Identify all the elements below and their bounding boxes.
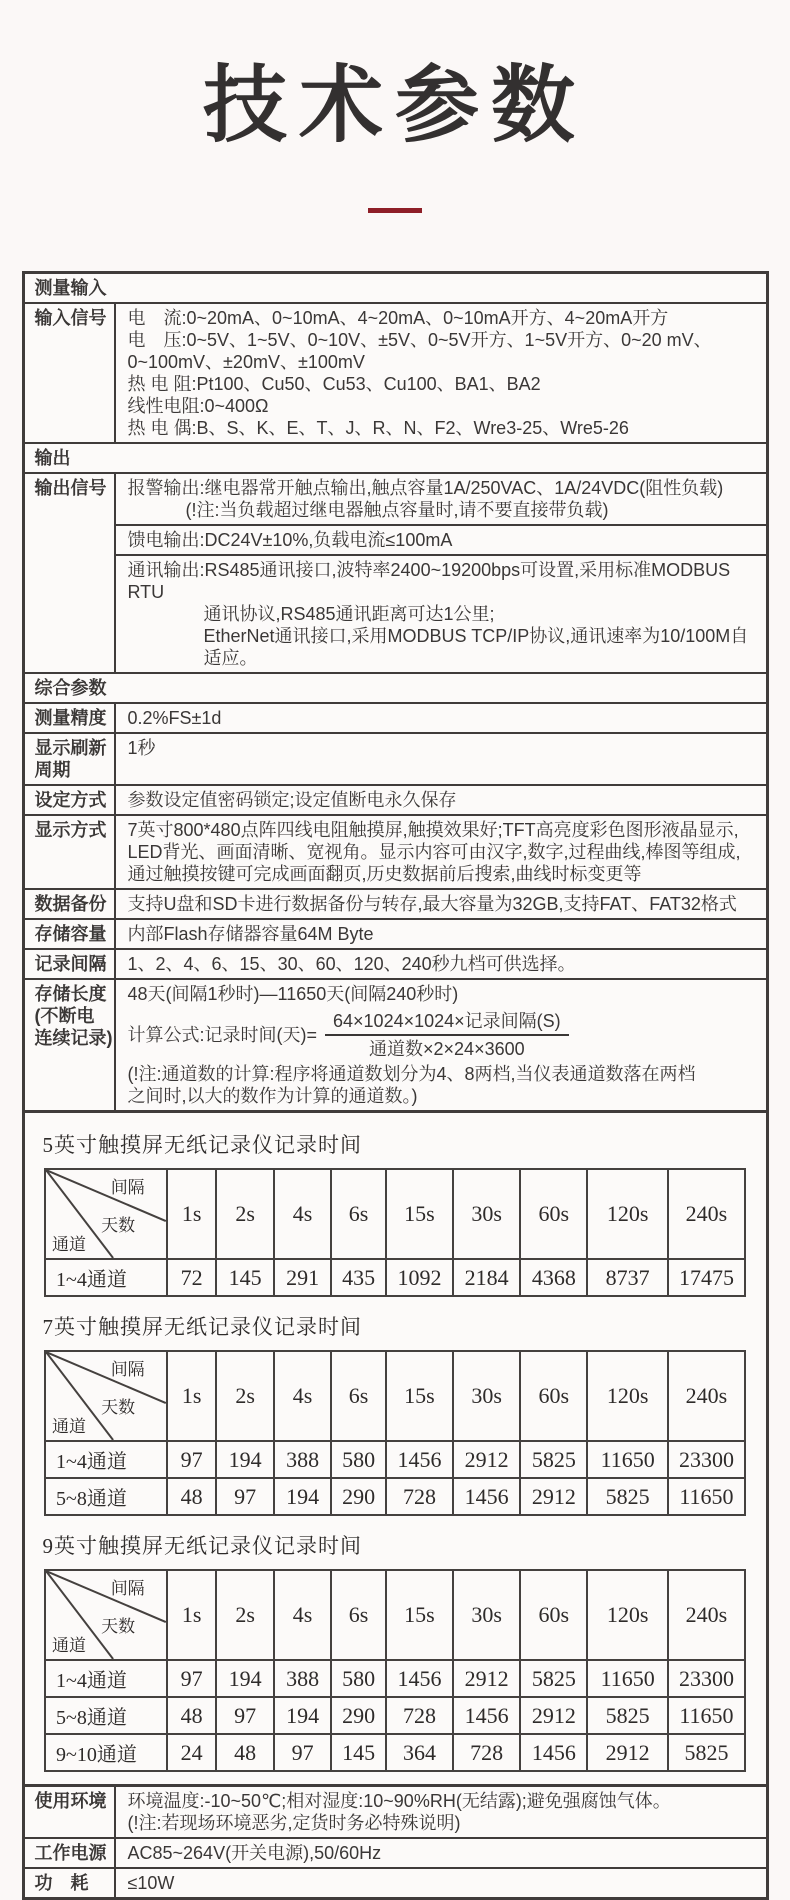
- refresh-label-line1: 显示刷新: [34, 738, 107, 758]
- spec-value-input-signal: [116, 304, 766, 442]
- days-cell: 2912: [587, 1734, 668, 1771]
- input-signal-voltage-2: 0~100mV、±20mV、±100mV: [127, 352, 365, 372]
- formula-fraction: [325, 1010, 569, 1060]
- storage-length-note-line1: (!注:通道数的计算:程序将通道数划分为4、8两档,当仪表通道数落在两档: [127, 1064, 696, 1084]
- days-cell: 580: [331, 1441, 386, 1478]
- display-mode-line2: LED背光、画面清晰、宽视角。显示内容可由汉字,数字,过程曲线,棒图等组成,: [127, 842, 741, 862]
- days-cell: 11650: [668, 1697, 745, 1734]
- spec-value-refresh-period: 1秒: [127, 738, 156, 758]
- spec-value-setting-mode: 参数设定值密码锁定;设定值断电永久保存: [127, 790, 457, 810]
- section-header-output: 输出: [25, 442, 766, 472]
- corner-label-channel: 通道: [52, 1417, 86, 1436]
- input-signal-thermocouple: 热 电 偶:B、S、K、E、T、J、R、N、F2、Wre3-25、Wre5-26: [127, 418, 629, 438]
- days-cell: 194: [274, 1697, 331, 1734]
- days-cell: 8737: [587, 1259, 668, 1296]
- days-cell: 194: [216, 1441, 273, 1478]
- refresh-label-line2: 周期: [34, 760, 71, 780]
- spec-value-record-interval: 1、2、4、6、15、30、60、120、240秒九档可供选择。: [127, 954, 576, 974]
- days-cell: 1456: [453, 1697, 520, 1734]
- interval-header: 30s: [453, 1169, 520, 1259]
- corner-label-days: 天数: [101, 1398, 136, 1418]
- record-table-5inch-header: [45, 1169, 745, 1259]
- interval-header: 4s: [274, 1351, 331, 1441]
- days-cell: 388: [274, 1660, 331, 1697]
- input-signal-voltage-1: 电 压:0~5V、1~5V、0~10V、±5V、0~5V开方、1~5V开方、0~20 mV、: [127, 330, 712, 350]
- output-alarm-note: (!注:当负载超过继电器触点容量时,请不要直接带负载): [185, 500, 609, 520]
- days-cell: 5825: [587, 1697, 668, 1734]
- spec-value-power-supply: AC85~264V(开关电源),50/60Hz: [127, 1843, 382, 1863]
- days-cell: 2184: [453, 1259, 520, 1296]
- interval-header: 2s: [216, 1169, 273, 1259]
- section-header-measurement-input: 测量输入: [34, 278, 107, 298]
- interval-header: 2s: [216, 1351, 273, 1441]
- spec-label-record-interval: 记录间隔: [25, 950, 116, 978]
- spec-row-data-backup: [25, 888, 766, 918]
- spec-label-environment: 使用环境: [25, 1787, 116, 1837]
- days-cell: 23300: [668, 1441, 745, 1478]
- days-cell: 97: [274, 1734, 331, 1771]
- channel-row-label: 9~10通道: [45, 1734, 167, 1771]
- spec-label-data-backup: 数据备份: [25, 890, 116, 918]
- input-signal-current: 电 流:0~20mA、0~10mA、4~20mA、0~10mA开方、4~20mA开方: [127, 308, 669, 328]
- interval-header: 6s: [331, 1351, 386, 1441]
- title-underline-accent: [368, 208, 422, 213]
- days-cell: 5825: [587, 1478, 668, 1515]
- spec-row-input-signal: [25, 302, 766, 442]
- environment-note: (!注:若现场环境恶劣,定货时务必特殊说明): [127, 1813, 461, 1833]
- storage-length-label-line2: (不断电: [34, 1006, 95, 1026]
- output-alarm-line1: 报警输出:继电器常开触点输出,触点容量1A/250VAC、1A/24VDC(阻性负载): [127, 478, 724, 498]
- page-title: 技术参数: [202, 58, 587, 152]
- spec-label-input-signal: 输入信号: [25, 304, 116, 442]
- spec-label-power-supply: 工作电源: [25, 1839, 116, 1867]
- output-comm: [116, 554, 766, 672]
- spec-row-power-consumption: [25, 1867, 766, 1897]
- record-table-5inch: [44, 1168, 746, 1297]
- days-cell: 97: [216, 1478, 273, 1515]
- days-cell: 728: [386, 1478, 453, 1515]
- display-mode-line3: 通过触摸按键可完成画面翻页,历史数据前后搜索,曲线时标变更等: [127, 864, 642, 884]
- record-table-row: [45, 1734, 745, 1771]
- interval-header: 1s: [167, 1351, 217, 1441]
- diagonal-corner-cell: [45, 1169, 167, 1259]
- days-cell: 11650: [587, 1441, 668, 1478]
- days-cell: 435: [331, 1259, 386, 1296]
- spec-label-power-consumption: 功 耗: [25, 1869, 116, 1897]
- section-header-general-params: 综合参数: [25, 672, 766, 702]
- interval-header: 30s: [453, 1570, 520, 1660]
- record-table-title-7inch: 7英寸触摸屏无纸记录仪记录时间: [42, 1315, 362, 1339]
- days-cell: 24: [167, 1734, 217, 1771]
- storage-length-note-line2: 之间时,以大的数作为计算的通道数。): [127, 1086, 418, 1106]
- interval-header: 60s: [520, 1169, 587, 1259]
- environment-line1: 环境温度:-10~50℃;相对湿度:10~90%RH(无结露);避免强腐蚀气体。: [127, 1791, 671, 1811]
- days-cell: 2912: [453, 1660, 520, 1697]
- corner-label-days: 天数: [101, 1216, 136, 1236]
- channel-row-label: 1~4通道: [45, 1660, 167, 1697]
- interval-header: 240s: [668, 1169, 745, 1259]
- spec-row-refresh-period: [25, 732, 766, 784]
- interval-header: 60s: [520, 1570, 587, 1660]
- spec-value-environment: [116, 1787, 766, 1837]
- interval-header: 6s: [331, 1570, 386, 1660]
- days-cell: 290: [331, 1478, 386, 1515]
- spec-label-storage-capacity: 存储容量: [25, 920, 116, 948]
- days-cell: 5825: [520, 1660, 587, 1697]
- spec-document-box: [22, 271, 769, 1900]
- interval-header: 30s: [453, 1351, 520, 1441]
- spec-value-accuracy: 0.2%FS±1d: [127, 708, 222, 728]
- display-mode-line1: 7英寸800*480点阵四线电阻触摸屏,触摸效果好;TFT高亮度彩色图形液晶显示,: [127, 820, 739, 840]
- input-signal-rtd: 热 电 阻:Pt100、Cu50、Cu53、Cu100、BA1、BA2: [127, 374, 541, 394]
- days-cell: 580: [331, 1660, 386, 1697]
- days-cell: 48: [167, 1697, 217, 1734]
- input-signal-linear-resistance: 线性电阻:0~400Ω: [127, 396, 269, 416]
- spec-label-accuracy: 测量精度: [25, 704, 116, 732]
- formula-denominator: 通道数×2×24×3600: [369, 1039, 525, 1059]
- days-cell: 1456: [386, 1441, 453, 1478]
- spec-row-storage-length: [25, 978, 766, 1110]
- interval-header: 60s: [520, 1351, 587, 1441]
- days-cell: 97: [167, 1660, 217, 1697]
- diagonal-corner-cell: [45, 1351, 167, 1441]
- spec-value-data-backup: 支持U盘和SD卡进行数据备份与转存,最大容量为32GB,支持FAT、FAT32格式: [127, 894, 737, 914]
- spec-label-setting-mode: 设定方式: [25, 786, 116, 814]
- record-table-row: [45, 1441, 745, 1478]
- days-cell: 5825: [520, 1441, 587, 1478]
- interval-header: 2s: [216, 1570, 273, 1660]
- spec-label-display-mode: 显示方式: [25, 816, 116, 888]
- interval-header: 6s: [331, 1169, 386, 1259]
- record-table-title-5inch: 5英寸触摸屏无纸记录仪记录时间: [42, 1133, 362, 1157]
- storage-length-label-line1: 存储长度: [34, 984, 107, 1004]
- spec-row-power-supply: [25, 1837, 766, 1867]
- days-cell: 2912: [520, 1478, 587, 1515]
- days-cell: 4368: [520, 1259, 587, 1296]
- interval-header: 15s: [386, 1351, 453, 1441]
- corner-label-channel: 通道: [52, 1235, 86, 1254]
- record-table-title-9inch: 9英寸触摸屏无纸记录仪记录时间: [42, 1534, 362, 1558]
- spec-row-output-signal: [25, 472, 766, 672]
- spec-row-accuracy: [25, 702, 766, 732]
- interval-header: 120s: [587, 1570, 668, 1660]
- record-table-9inch: [44, 1569, 746, 1772]
- storage-length-range: 48天(间隔1秒时)—11650天(间隔240秒时): [127, 984, 459, 1004]
- record-table-row: [45, 1697, 745, 1734]
- days-cell: 194: [216, 1660, 273, 1697]
- corner-label-days: 天数: [101, 1617, 136, 1637]
- spec-row-record-interval: [25, 948, 766, 978]
- storage-length-label-line3: 连续记录): [34, 1028, 113, 1048]
- output-comm-line3: EtherNet通讯接口,采用MODBUS TCP/IP协议,通讯速率为10/100M自适应。: [203, 626, 749, 668]
- days-cell: 291: [274, 1259, 331, 1296]
- interval-header: 120s: [587, 1169, 668, 1259]
- spec-label-storage-length: [25, 980, 116, 1110]
- record-table-7inch: [44, 1350, 746, 1516]
- days-cell: 1092: [386, 1259, 453, 1296]
- interval-header: 240s: [668, 1351, 745, 1441]
- spec-row-storage-capacity: [25, 918, 766, 948]
- channel-row-label: 5~8通道: [45, 1697, 167, 1734]
- interval-header: 4s: [274, 1169, 331, 1259]
- days-cell: 5825: [668, 1734, 745, 1771]
- days-cell: 728: [453, 1734, 520, 1771]
- corner-label-interval: 间隔: [110, 1360, 145, 1379]
- days-cell: 2912: [520, 1697, 587, 1734]
- days-cell: 11650: [587, 1660, 668, 1697]
- storage-length-formula: [128, 1010, 760, 1060]
- record-table-row: [45, 1660, 745, 1697]
- interval-header: 1s: [167, 1570, 217, 1660]
- days-cell: 388: [274, 1441, 331, 1478]
- output-feed: 馈电输出:DC24V±10%,负载电流≤100mA: [116, 524, 766, 554]
- record-table-row: [45, 1259, 745, 1296]
- spec-value-display-mode: [116, 816, 766, 888]
- spec-row-display-mode: [25, 814, 766, 888]
- days-cell: 145: [331, 1734, 386, 1771]
- spec-row-setting-mode: [25, 784, 766, 814]
- days-cell: 2912: [453, 1441, 520, 1478]
- formula-numerator: 64×1024×1024×记录间隔(S): [325, 1010, 569, 1036]
- spec-row-environment: [25, 1784, 766, 1837]
- days-cell: 290: [331, 1697, 386, 1734]
- days-cell: 1456: [520, 1734, 587, 1771]
- interval-header: 240s: [668, 1570, 745, 1660]
- spec-value-output-signal: [116, 474, 766, 672]
- interval-header: 15s: [386, 1570, 453, 1660]
- interval-header: 15s: [386, 1169, 453, 1259]
- spec-label-output-signal: 输出信号: [25, 474, 116, 672]
- channel-row-label: 1~4通道: [45, 1441, 167, 1478]
- days-cell: 48: [216, 1734, 273, 1771]
- days-cell: 48: [167, 1478, 217, 1515]
- days-cell: 364: [386, 1734, 453, 1771]
- output-comm-line2: 通讯协议,RS485通讯距离可达1公里;: [203, 604, 495, 624]
- output-alarm: [116, 474, 766, 524]
- days-cell: 11650: [668, 1478, 745, 1515]
- days-cell: 23300: [668, 1660, 745, 1697]
- corner-label-interval: 间隔: [110, 1178, 145, 1197]
- spec-value-storage-capacity: 内部Flash存储器容量64M Byte: [127, 924, 374, 944]
- days-cell: 728: [386, 1697, 453, 1734]
- corner-label-interval: 间隔: [110, 1579, 145, 1598]
- interval-header: 1s: [167, 1169, 217, 1259]
- days-cell: 145: [216, 1259, 273, 1296]
- channel-row-label: 1~4通道: [45, 1259, 167, 1296]
- record-table-7inch-header: [45, 1351, 745, 1441]
- days-cell: 17475: [668, 1259, 745, 1296]
- channel-row-label: 5~8通道: [45, 1478, 167, 1515]
- days-cell: 97: [167, 1441, 217, 1478]
- record-table-9inch-header: [45, 1570, 745, 1660]
- interval-header: 120s: [587, 1351, 668, 1441]
- formula-prefix: 计算公式:记录时间(天)=: [127, 1025, 318, 1045]
- spec-value-power-consumption: ≤10W: [127, 1873, 175, 1893]
- days-cell: 72: [167, 1259, 217, 1296]
- days-cell: 194: [274, 1478, 331, 1515]
- days-cell: 97: [216, 1697, 273, 1734]
- days-cell: 1456: [453, 1478, 520, 1515]
- days-cell: 1456: [386, 1660, 453, 1697]
- spec-value-storage-length: [116, 980, 766, 1110]
- diagonal-corner-cell: [45, 1570, 167, 1660]
- corner-label-channel: 通道: [52, 1636, 86, 1655]
- spec-label-refresh-period: [25, 734, 116, 784]
- record-table-row: [45, 1478, 745, 1515]
- interval-header: 4s: [274, 1570, 331, 1660]
- record-time-tables-box: [25, 1110, 766, 1784]
- output-comm-line1: 通讯输出:RS485通讯接口,波特率2400~19200bps可设置,采用标准MODBUS RTU: [127, 560, 731, 602]
